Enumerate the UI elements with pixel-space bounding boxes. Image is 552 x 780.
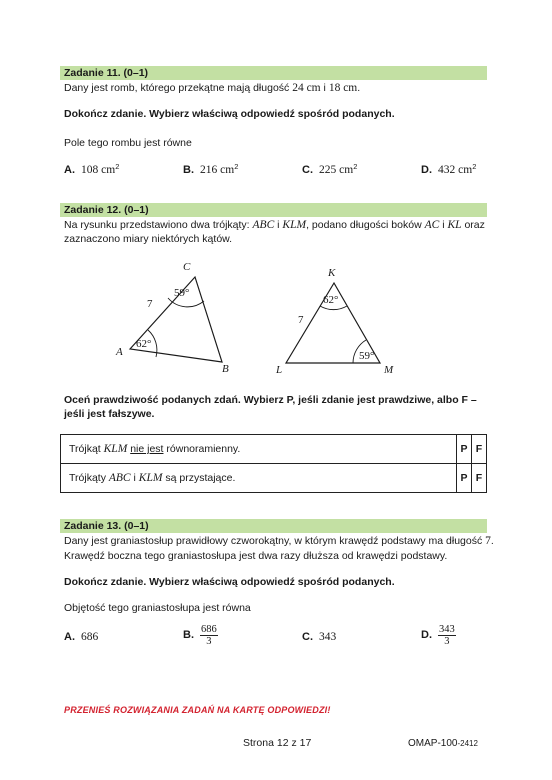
task-13-option-c[interactable]: C. 343: [302, 631, 337, 643]
task-11-stem: Pole tego rombu jest równe: [64, 137, 192, 149]
angle-c-label: 59°: [174, 287, 190, 299]
vertex-c-label: C: [183, 261, 191, 273]
statement-2: Trójkąty ABC i KLM są przystające.: [61, 464, 457, 493]
task-11-intro: Dany jest romb, którego przekątne mają długość 24 cm i 18 cm.: [64, 82, 361, 94]
task-11-header: Zadanie 11. (0–1): [60, 66, 487, 80]
fraction: $\frac{686}{3}$: [201, 624, 217, 647]
statement-1-false-option[interactable]: F: [472, 435, 487, 464]
true-false-table: [60, 434, 487, 493]
vertex-k-label: K: [328, 267, 336, 279]
task-13-option-b[interactable]: B. $\frac{686}{3}$: [183, 624, 217, 647]
transfer-answers-note: PRZENIEŚ ROZWIĄZANIA ZADAŃ NA KARTĘ ODPOWIEDZI!: [64, 705, 331, 715]
task-13-stem: Objętość tego graniastosłupa jest równa: [64, 602, 251, 614]
task-11-option-d[interactable]: D. 432 $cm^2$: [421, 162, 477, 176]
fraction: $\frac{343}{3}$: [439, 624, 455, 647]
task-13-option-d[interactable]: D. $\frac{343}{3}$: [421, 624, 455, 647]
vertex-a-label: A: [116, 346, 123, 358]
task-12-instruction-2: jeśli jest fałszywe.: [64, 408, 155, 420]
table-row: [61, 435, 487, 464]
angle-a-label: 62°: [136, 338, 152, 350]
task-12-header: Zadanie 12. (0–1): [60, 203, 487, 217]
vertex-b-label: B: [222, 363, 229, 375]
task-11-option-c[interactable]: C. 225 $cm^2$: [302, 162, 358, 176]
task-13-instruction: Dokończ zdanie. Wybierz właściwą odpowiedź spośród podanych.: [64, 576, 395, 588]
vertex-l-label: L: [276, 364, 283, 376]
task-12-intro-2: zaznaczono miary niektórych kątów.: [64, 233, 233, 245]
task-12-instruction: Oceń prawdziwość podanych zdań. Wybierz P, jeśli zdanie jest prawdziwe, albo F –: [64, 394, 477, 406]
task-11-option-a[interactable]: A. 108 $cm^2$: [64, 162, 120, 176]
task-13-intro-2: Krawędź boczna tego graniastosłupa jest dwa razy dłuższa od krawędzi podstawy.: [64, 550, 448, 562]
statement-1: Trójkąt KLM nie jest równoramienny.: [61, 435, 457, 464]
statement-1-true-option[interactable]: P: [457, 435, 472, 464]
task-13-option-a[interactable]: A. 686: [64, 631, 99, 643]
angle-m-label: 59°: [359, 350, 375, 362]
side-ac-label: 7: [147, 298, 153, 310]
task-12-intro: Na rysunku przedstawiono dwa trójkąty: ABC i KLM, podano długości boków AC i KL oraz: [64, 219, 485, 231]
exam-code: OMAP-100-2412: [408, 738, 478, 749]
vertex-m-label: M: [384, 364, 394, 376]
statement-2-true-option[interactable]: P: [457, 464, 472, 493]
task-11-instruction: Dokończ zdanie. Wybierz właściwą odpowiedź spośród podanych.: [64, 108, 395, 120]
task-11-option-b[interactable]: B. 216 $cm^2$: [183, 162, 239, 176]
task-13-header: Zadanie 13. (0–1): [60, 519, 487, 533]
page-number: Strona 12 z 17: [243, 737, 312, 749]
angle-k-label: 62°: [323, 294, 339, 306]
statement-2-false-option[interactable]: F: [472, 464, 487, 493]
table-row: [61, 464, 487, 493]
side-kl-label: 7: [298, 314, 304, 326]
task-13-intro: Dany jest graniastosłup prawidłowy czworokątny, w którym krawędź podstawy ma długość 7.: [64, 535, 494, 547]
